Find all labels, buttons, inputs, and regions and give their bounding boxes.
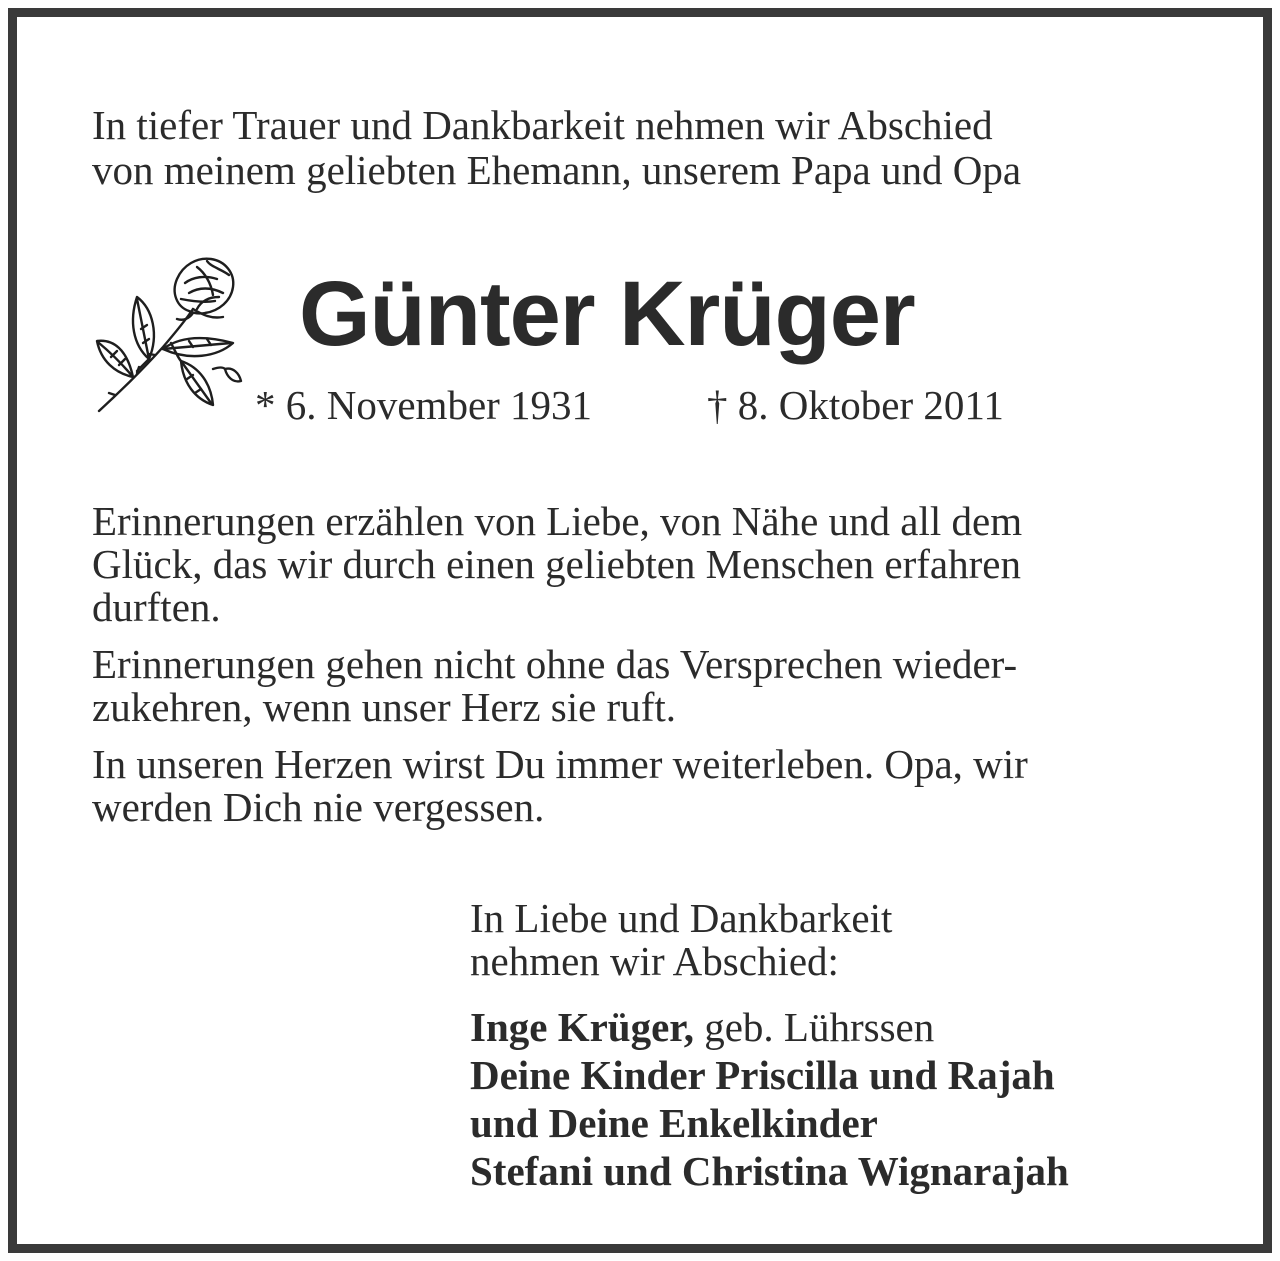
text-line: Erinnerungen erzählen von Liebe, von Nähe und all dem [92, 498, 1023, 544]
paragraph [92, 743, 1232, 829]
wife-name: Inge Krüger, [470, 1004, 694, 1050]
deceased-name: Günter Krüger [299, 263, 915, 365]
closing-line: nehmen wir Abschied: [470, 938, 839, 984]
paragraph [92, 500, 1232, 629]
obituary-frame [8, 8, 1272, 1253]
intro-line: In tiefer Trauer und Dankbarkeit nehmen wir Abschied [92, 102, 993, 148]
text-line: In unseren Herzen wirst Du immer weiterleben. Opa, wir [92, 741, 1028, 787]
text-line: Erinnerungen gehen nicht ohne das Versprechen wieder- [92, 641, 1018, 687]
closing-text [470, 897, 1230, 983]
mourner-children: Deine Kinder Priscilla und Rajah [470, 1052, 1055, 1098]
intro-text [92, 103, 1232, 193]
death-date: † 8. Oktober 2011 [707, 382, 1004, 428]
birth-date: * 6. November 1931 [255, 382, 593, 428]
mourner-wife [470, 1003, 1230, 1051]
closing-line: In Liebe und Dankbarkeit [470, 895, 893, 941]
wife-birth-name: geb. Lührssen [693, 1004, 935, 1050]
paragraph [92, 643, 1232, 729]
text-line: durften. [92, 584, 221, 630]
text-line: werden Dich nie vergessen. [92, 784, 545, 830]
mourners-list [470, 1003, 1230, 1195]
memorial-text [92, 500, 1232, 843]
rose-icon [93, 249, 245, 421]
mourner-grandchildren-intro: und Deine Enkelkinder [470, 1100, 878, 1146]
signature-block [470, 897, 1230, 1195]
text-line: zukehren, wenn unser Herz sie ruft. [92, 684, 677, 730]
mourner-grandchildren: Stefani und Christina Wignarajah [470, 1148, 1069, 1194]
text-line: Glück, das wir durch einen geliebten Menschen erfahren [92, 541, 1021, 587]
intro-line: von meinem geliebten Ehemann, unserem Papa und Opa [92, 147, 1022, 193]
